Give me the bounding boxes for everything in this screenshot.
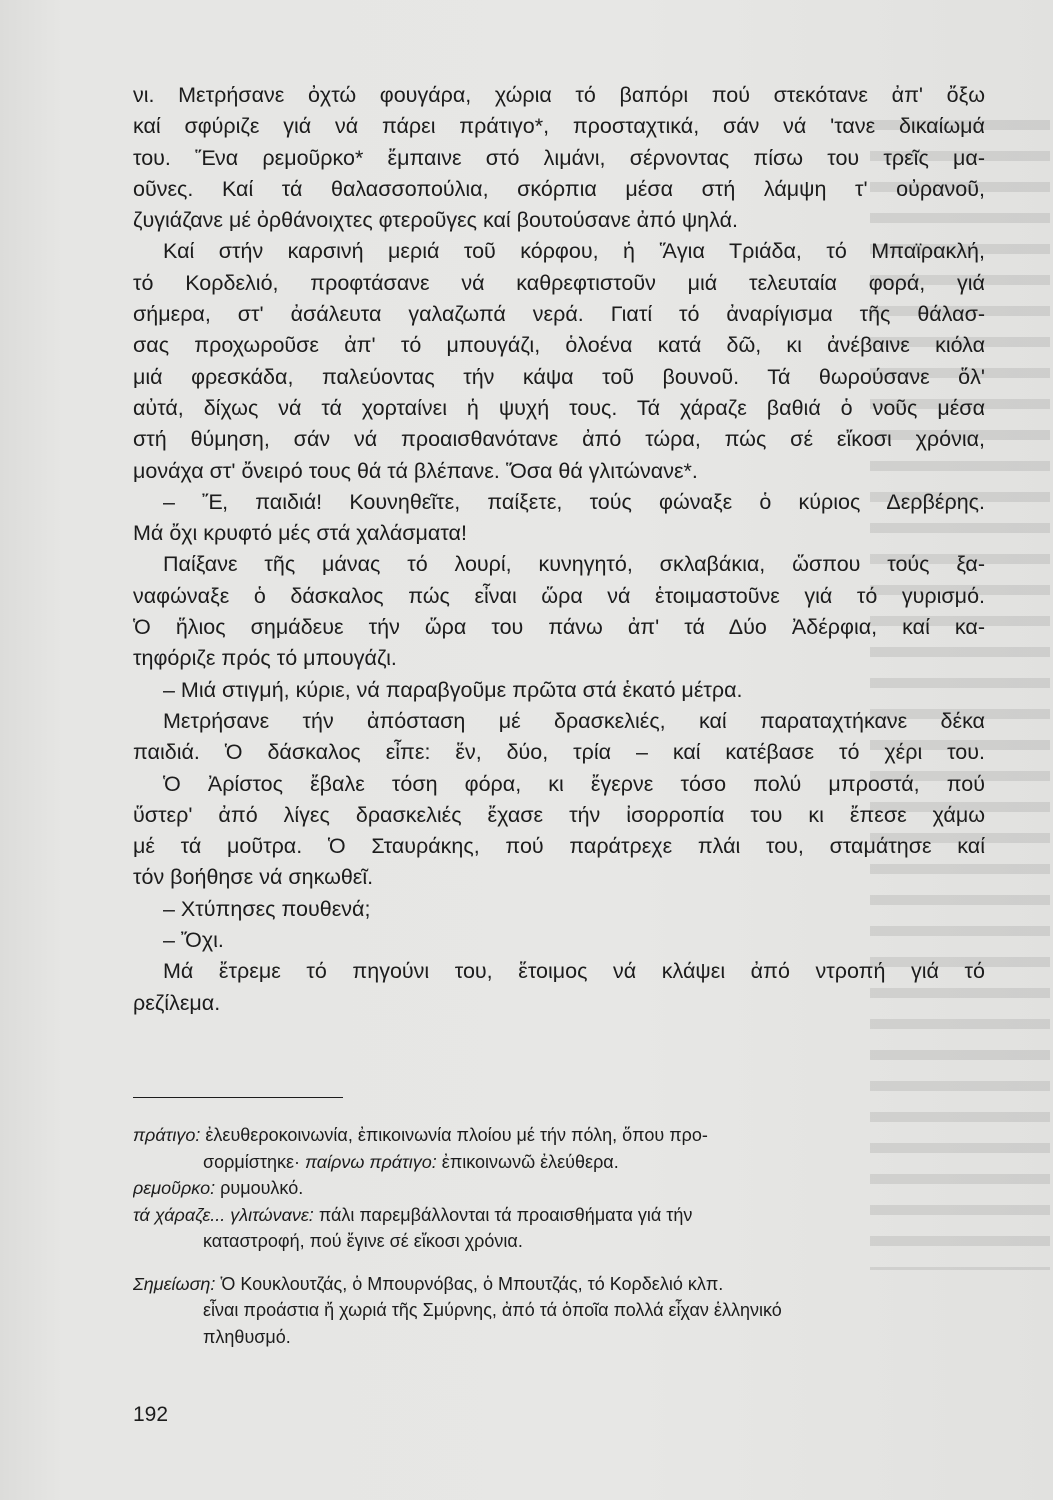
footnote-text: πληθυσμό.: [203, 1326, 291, 1347]
footnote-continuation: [133, 1324, 985, 1351]
text-line: Καί στήν καρσινή μεριά τοῦ κόρφου, ἡ Ἅγια Τριάδα, τό Μπαϊρακλή,: [163, 239, 985, 264]
footnote-term: παίρνω πράτιγο:: [305, 1151, 437, 1172]
footnote-term: πράτιγο:: [133, 1125, 201, 1145]
text-line: – Μιά στιγμή, κύριε, νά παραβγοῦμε πρῶτα στά ἑκατό μέτρα.: [163, 677, 743, 702]
footnote-text: ρυμουλκό.: [220, 1178, 304, 1198]
footnote-text: σορμίστηκε·: [203, 1151, 300, 1172]
page-number: 192: [133, 1403, 169, 1426]
text-line: σήμερα, στ' ἀσάλευτα γαλαζωπά νερά. Γιατί τό ἀναρίγισμα τῆς θάλασ-: [133, 302, 985, 327]
text-line: οῦνες. Καί τά θαλασσοπούλια, σκόρπια μέσα στή λάμψη τ' οὐρανοῦ,: [133, 176, 985, 201]
footnote-term: τά χάραζε... γλιτώνανε:: [133, 1204, 314, 1225]
text-line: τηφόριζε πρός τό μπουγάζι.: [133, 646, 397, 671]
text-line: του. Ἕνα ρεμοῦρκο* ἔμπαινε στό λιμάνι, σέρνοντας πίσω του τρεῖς μα-: [133, 145, 985, 170]
text-line: παιδιά. Ὁ δάσκαλος εἶπε: ἕν, δύο, τρία – καί κατέβασε τό χέρι του.: [133, 740, 985, 765]
footnote-text: Ὁ Κουκλουτζάς, ὁ Μπουρνόβας, ὁ Μπουτζάς, τό Κορδελιό κλπ.: [220, 1273, 724, 1294]
text-line: – Ὄχι.: [163, 928, 224, 953]
footnote-spacer: [133, 1255, 985, 1271]
text-line: μέ τά μοῦτρα. Ὁ Σταυράκης, πού παράτρεχε πλάι του, σταμάτησε καί: [133, 834, 985, 859]
main-text: [133, 80, 985, 1019]
text-line: ρεζίλεμα.: [133, 990, 221, 1015]
text-line: καί σφύριζε γιά νά πάρει πράτιγο*, προσταχτικά, σάν νά 'τανε δικαίωμά: [133, 114, 985, 139]
text-line: ναφώναξε ὁ δάσκαλος πώς εἶναι ὥρα νά ἑτοιμαστοῦνε γιά τό γυρισμό.: [133, 583, 985, 608]
footnote-text: ἐλευθεροκοινωνία, ἐπικοινωνία πλοίου μέ τήν πόλη, ὅπου προ-: [205, 1125, 708, 1145]
text-line: Μά ἔτρεμε τό πηγούνι του, ἕτοιμος νά κλάψει ἀπό ντροπή γιά τό: [163, 959, 985, 984]
text-line: μιά φρεσκάδα, παλεύοντας τήν κάψα τοῦ βουνοῦ. Τά θωρούσανε ὅλ': [133, 364, 985, 389]
text-line: σας προχωροῦσε ἀπ' τό μπουγάζι, ὁλοένα κατά δῶ, κι ἀνέβαινε κιόλα: [133, 333, 985, 358]
footnote-term: Σημείωση:: [133, 1273, 216, 1294]
footnote-divider: [133, 1097, 343, 1098]
text-line: Ὁ Ἀρίστος ἔβαλε τόση φόρα, κι ἔγερνε τόσο πολύ μπροστά, πού: [163, 771, 985, 796]
footnote-note: [133, 1271, 985, 1298]
footnote-pratigo: [133, 1122, 985, 1149]
text-line: Ὁ ἥλιος σημάδευε τήν ὥρα του πάνω ἀπ' τά Δύο Ἀδέρφια, καί κα-: [133, 615, 985, 640]
text-line: ὕστερ' ἀπό λίγες δρασκελιές ἔχασε τήν ἰσορροπία του κι ἔπεσε χάμω: [133, 802, 985, 827]
text-line: Παίξανε τῆς μάνας τό λουρί, κυνηγητό, σκλαβάκια, ὥσπου τούς ξα-: [163, 552, 985, 577]
text-line: τό Κορδελιό, προφτάσανε νά καθρεφτιστοῦν μιά τελευταία φορά, γιά: [133, 270, 985, 295]
footnote-text: ἐπικοινωνῶ ἐλεύθερα.: [441, 1151, 619, 1172]
text-line: ζυγιάζανε μέ ὀρθάνοιχτες φτεροῦγες καί βουτούσανε ἀπό ψηλά.: [133, 208, 738, 233]
footnotes: [133, 1122, 985, 1350]
text-line: νι. Μετρήσανε ὀχτώ φουγάρα, χώρια τό βαπόρι πού στεκότανε ἀπ' ὄξω: [133, 83, 985, 107]
footnote-continuation: [133, 1297, 985, 1324]
footnote-text: πάλι παρεμβάλλονται τά προαισθήματα γιά τήν: [318, 1204, 693, 1225]
footnote-text: καταστροφή, πού ἔγινε σέ εἴκοσι χρόνια.: [203, 1231, 523, 1251]
text-line: τόν βοήθησε νά σηκωθεῖ.: [133, 865, 374, 890]
text-line: στή θύμηση, σάν νά προαισθανότανε ἀπό τώρα, πώς σέ εἴκοσι χρόνια,: [133, 427, 985, 452]
text-line: – Χτύπησες πουθενά;: [163, 896, 371, 921]
text-line: μονάχα στ' ὄνειρό τους θά τά βλέπανε. Ὅσα θά γλιτώνανε*.: [133, 458, 698, 483]
footnote-continuation: [133, 1228, 985, 1255]
footnote-charaze: [133, 1202, 985, 1229]
text-line: αὐτά, δίχως νά τά χορταίνει ἡ ψυχή τους. Τά χάραζε βαθιά ὁ νοῦς μέσα: [133, 395, 985, 420]
text-line: Μετρήσανε τήν ἀπόσταση μέ δρασκελιές, καί παραταχτήκανε δέκα: [163, 708, 985, 733]
footnote-term: ρεμοῦρκο:: [133, 1178, 216, 1198]
footnote-continuation: [133, 1149, 985, 1176]
text-line: Μά ὄχι κρυφτό μές στά χαλάσματα!: [133, 521, 467, 546]
footnote-text: εἶναι προάστια ἤ χωριά τῆς Σμύρνης, ἀπό τά ὁποῖα πολλά εἶχαν ἑλληνικό: [203, 1300, 782, 1320]
text-line: – Ἔ, παιδιά! Κουνηθεῖτε, παίξετε, τούς φώναξε ὁ κύριος Δερβέρης.: [163, 489, 985, 514]
footnote-remourko: [133, 1175, 985, 1202]
